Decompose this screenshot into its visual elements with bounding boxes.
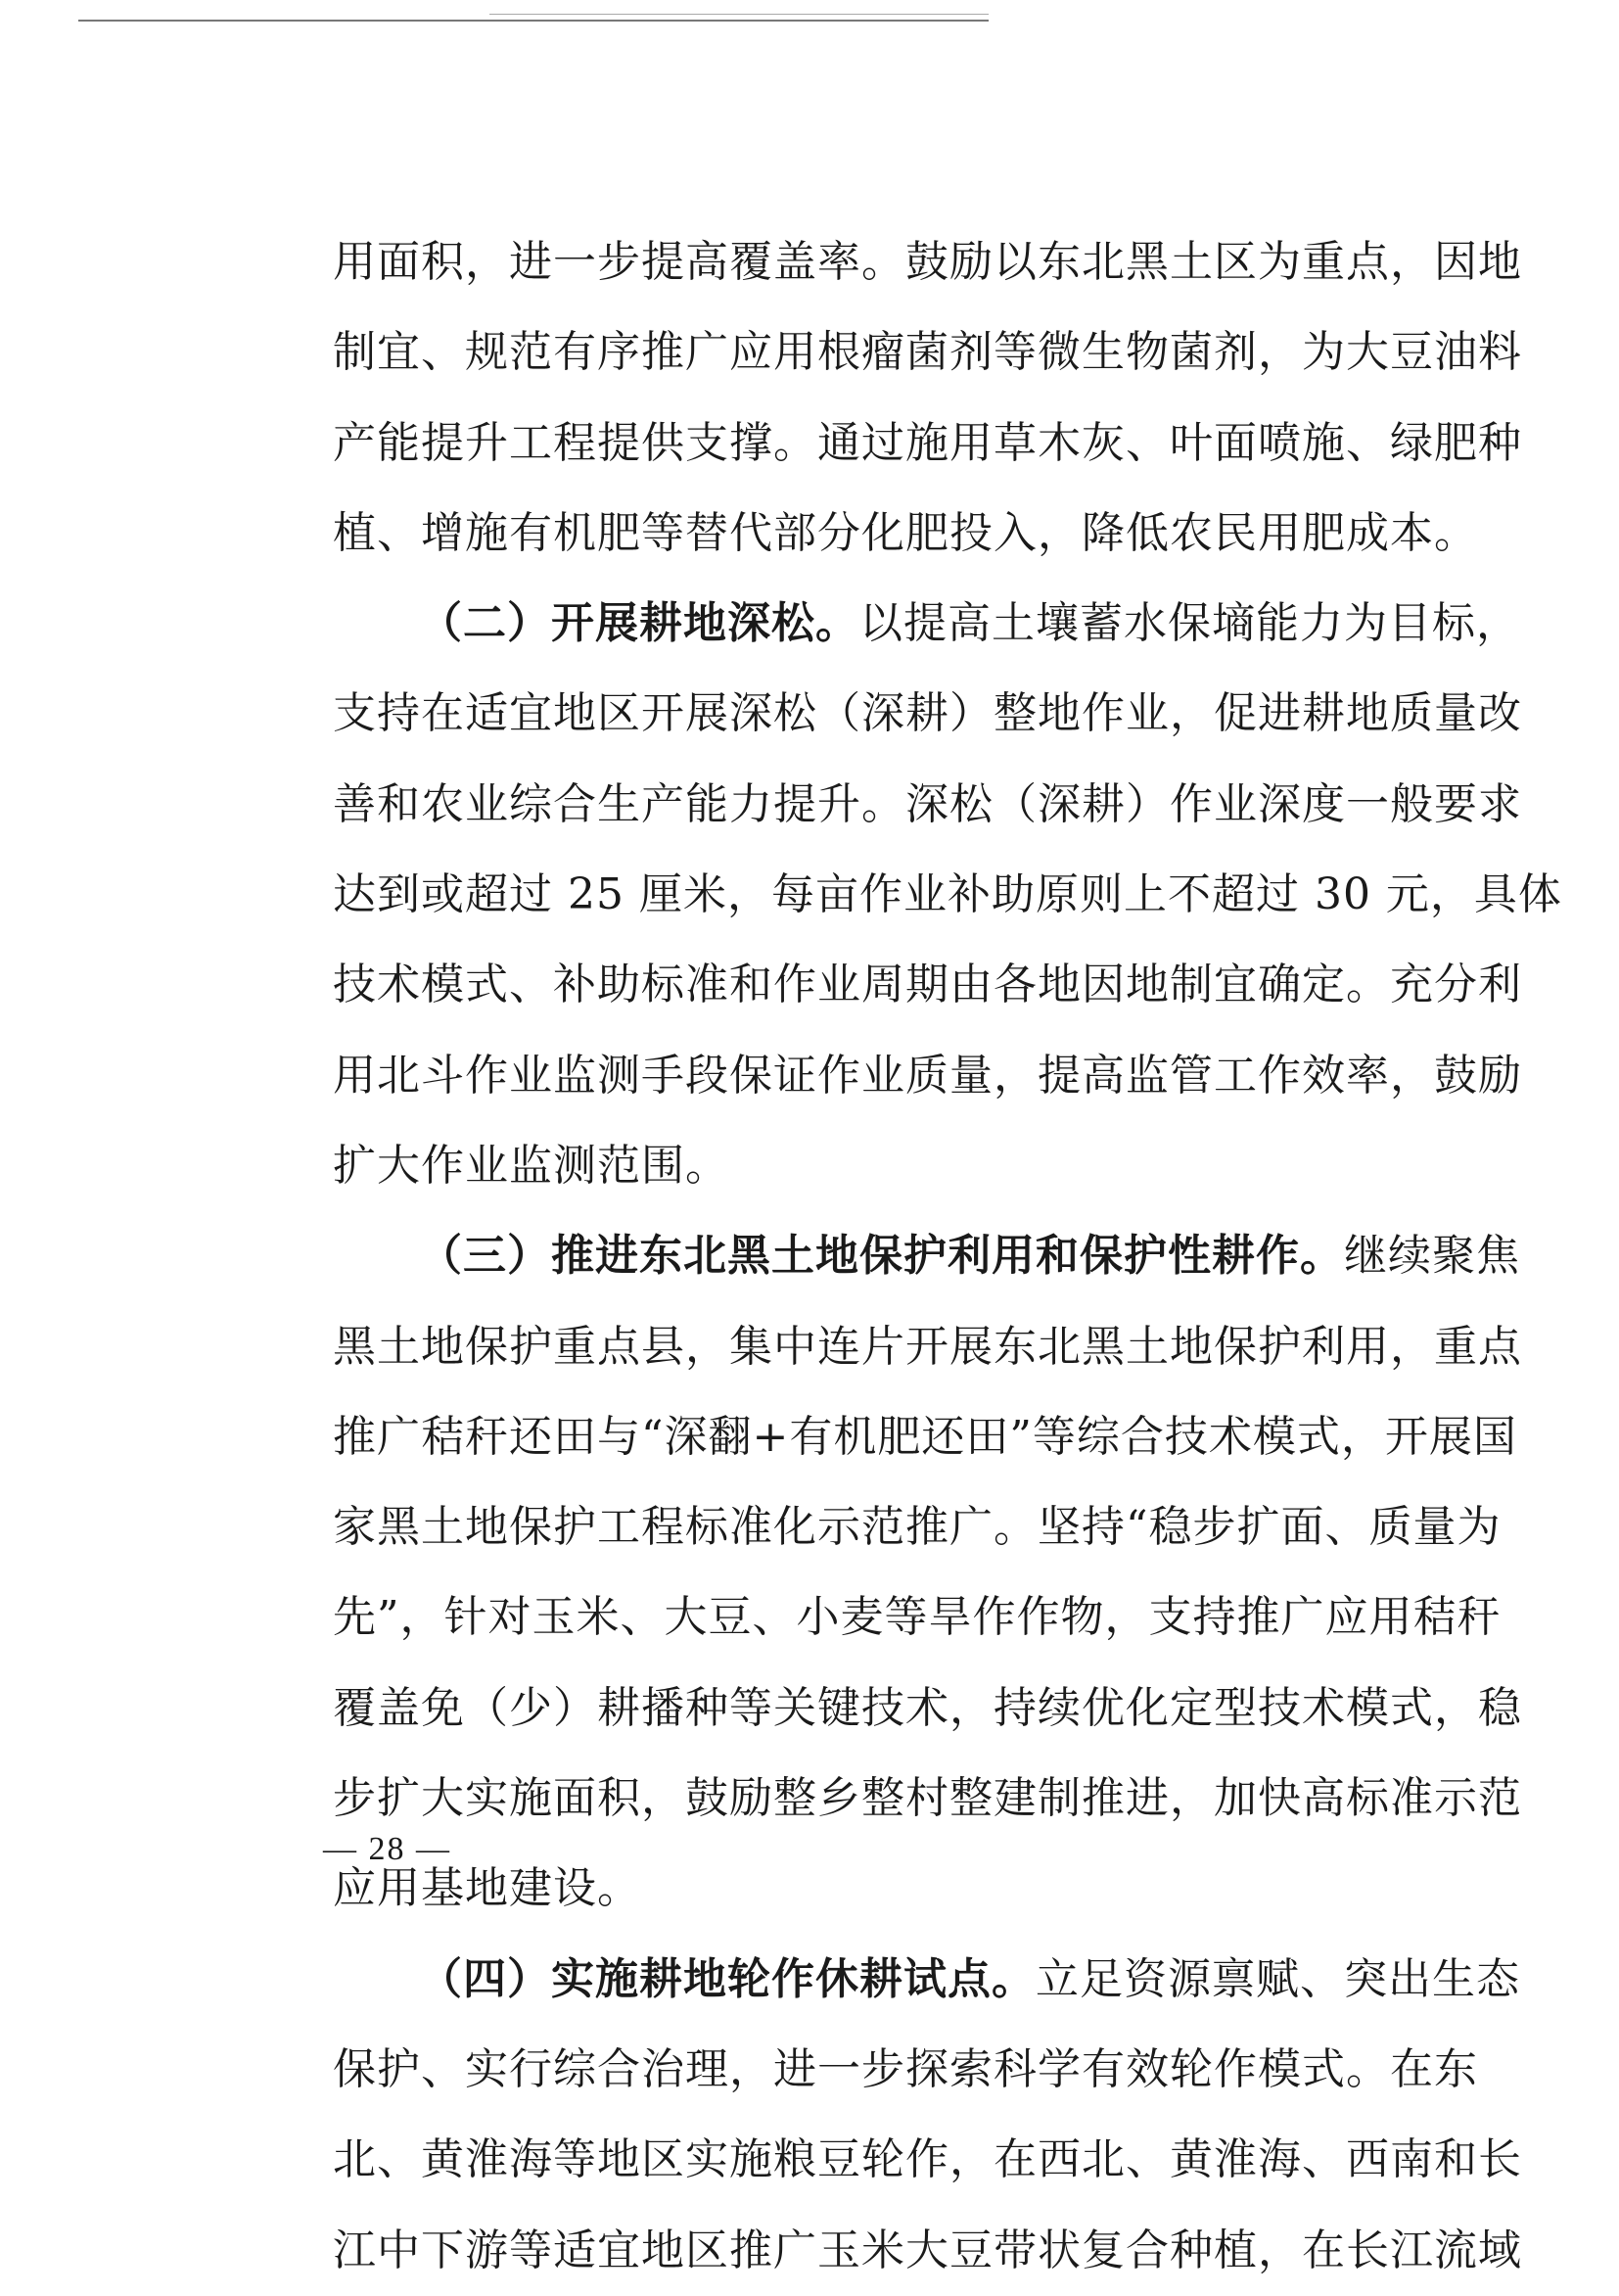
line-text: 覆盖免（少）耕播种等关键技术，持续优化定型技术模式，稳	[333, 1682, 1522, 1733]
line-text: 扩大作业监测范围。	[333, 1140, 729, 1191]
line-text: 先”，针对玉米、大豆、小麦等旱作作物，支持推广应用秸秆	[333, 1592, 1502, 1643]
line-text: 用面积，进一步提高覆盖率。鼓励以东北黑土区为重点，因地	[333, 237, 1522, 287]
line-text: 继续聚焦	[1344, 1231, 1520, 1282]
text-line	[333, 940, 1522, 1030]
header-rule-thin	[489, 14, 989, 15]
text-line	[333, 2025, 1478, 2115]
line-text: 北、黄淮海等地区实施粮豆轮作，在西北、黄淮海、西南和长	[333, 2134, 1522, 2185]
text-line	[333, 307, 1522, 398]
line-text: 应用基地建设。	[333, 1863, 641, 1914]
text-line	[333, 217, 1522, 307]
section-heading-line	[333, 1935, 1520, 2025]
section-heading: （三）推进东北黑土地保护利用和保护性耕作。	[419, 1231, 1344, 1282]
line-text: 制宜、规范有序推广应用根瘤菌剂等微生物菌剂，为大豆油料	[333, 327, 1522, 378]
text-line	[333, 398, 1522, 489]
line-text: 家黑土地保护工程标准化示范推广。坚持“稳步扩面、质量为	[333, 1502, 1502, 1553]
line-text: 善和农业综合生产能力提升。深松（深耕）作业深度一般要求	[333, 778, 1522, 829]
text-line	[333, 1482, 1502, 1572]
line-text: 技术模式、补助标准和作业周期由各地因地制宜确定。充分利	[333, 960, 1522, 1010]
line-text: 江中下游等适宜地区推广玉米大豆带状复合种植，在长江流域	[333, 2225, 1522, 2275]
text-line	[333, 850, 1562, 940]
section-heading: （二）开展耕地深松。	[419, 598, 859, 649]
text-line	[333, 760, 1522, 850]
section-heading: （四）实施耕地轮作休耕试点。	[419, 1953, 1036, 2004]
text-line	[333, 1302, 1522, 1392]
line-text: 黑土地保护重点县，集中连片开展东北黑土地保护利用，重点	[333, 1321, 1522, 1372]
section-heading-line	[333, 579, 1520, 669]
line-text: 步扩大实施面积，鼓励整乡整村整建制推进，加快高标准示范	[333, 1773, 1522, 1824]
text-line	[333, 1663, 1522, 1754]
text-line	[333, 1844, 1454, 1934]
line-text: 植、增施有机肥等替代部分化肥投入，降低农民用肥成本。	[333, 507, 1478, 558]
text-line	[333, 669, 1522, 759]
line-text: 以提高土壤蓄水保墒能力为目标，	[859, 598, 1520, 649]
text-line	[333, 2206, 1522, 2296]
document-body	[333, 217, 1562, 2296]
line-text: 保护、实行综合治理，进一步探索科学有效轮作模式。在东	[333, 2043, 1478, 2094]
header-rule	[78, 20, 989, 22]
text-line	[333, 1392, 1517, 1482]
text-line	[333, 489, 1478, 579]
text-line	[333, 1031, 1522, 1121]
line-text: 产能提升工程提供支撑。通过施用草木灰、叶面喷施、绿肥种	[333, 417, 1522, 468]
text-line	[333, 1121, 1454, 1211]
line-text: 支持在适宜地区开展深松（深耕）整地作业，促进耕地质量改	[333, 688, 1522, 739]
text-line	[333, 1754, 1522, 1844]
line-text: 推广秸秆还田与“深翻+有机肥还田”等综合技术模式，开展国	[333, 1411, 1517, 1462]
section-heading-line	[333, 1211, 1520, 1301]
line-text: 用北斗作业监测手段保证作业质量，提高监管工作效率，鼓励	[333, 1050, 1522, 1101]
text-line	[333, 1572, 1502, 1663]
line-text: 达到或超过 25 厘米，每亩作业补助原则上不超过 30 元，具体	[333, 869, 1562, 920]
text-line	[333, 2115, 1522, 2205]
line-text: 立足资源禀赋、突出生态	[1036, 1953, 1520, 2004]
page-number: — 28 —	[323, 1831, 451, 1867]
